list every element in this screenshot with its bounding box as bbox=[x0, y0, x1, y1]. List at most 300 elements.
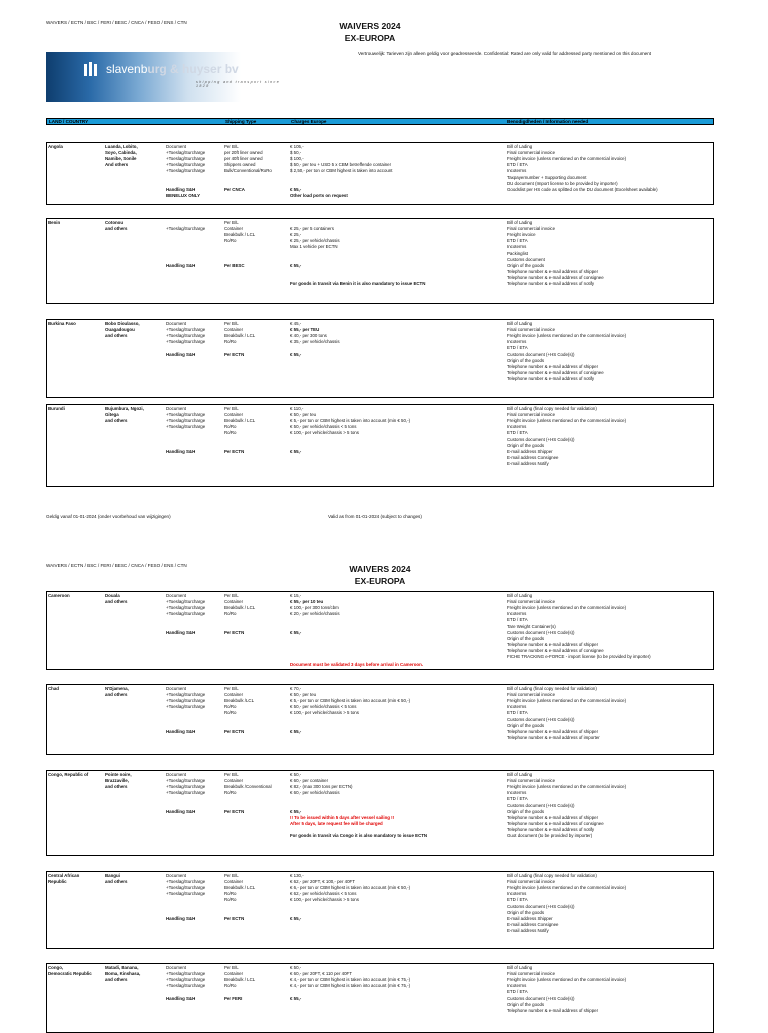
charge-basis: Per B/L bbox=[224, 220, 239, 225]
info-needed: Incoterms bbox=[507, 168, 527, 174]
port-name: and others bbox=[105, 692, 128, 698]
charge-value: € 100,- per vehicle/chassis > 5 tons bbox=[290, 430, 359, 436]
charge-value: € 25,- per vehicle/chassis bbox=[290, 238, 340, 244]
charge-basis: Per B/L bbox=[224, 321, 239, 326]
charge-basis: Ro/Ro bbox=[224, 983, 237, 989]
charge-value: € 55,- bbox=[290, 915, 302, 921]
shipping-type: Handling S&H bbox=[166, 186, 196, 192]
country-block bbox=[46, 770, 714, 856]
info-needed: Final commercial invoice bbox=[507, 150, 556, 156]
info-needed: Freight invoice (unless mentioned on the commercial invoice) bbox=[507, 156, 627, 162]
country-block bbox=[46, 404, 714, 487]
charge-value: € 15,- bbox=[290, 593, 302, 598]
info-needed: ETD / ETA bbox=[507, 345, 528, 351]
info-needed: Bill of Lading bbox=[507, 593, 533, 598]
logo-tagline: shipping and transport since 1828 bbox=[196, 80, 281, 88]
info-needed: Telephone number & e-mail address of shipper bbox=[507, 363, 599, 369]
info-needed: ETD / ETA bbox=[507, 710, 528, 716]
charge-basis: Ro/Ro bbox=[224, 611, 237, 617]
port-name: Luanda, Lobito, bbox=[105, 144, 138, 149]
country-block bbox=[46, 871, 714, 949]
charge-basis: Per ECTN bbox=[224, 915, 245, 921]
info-needed: FICHE TRACKING e-FORCE - import license (to be provided by importer) bbox=[507, 654, 651, 659]
charge-basis: Breakbulk / LCL bbox=[224, 605, 256, 611]
info-needed: Incoterms bbox=[507, 424, 527, 430]
shipping-type: +Toeslag/Surcharge bbox=[166, 885, 206, 891]
country-name: Congo, Republic of bbox=[48, 772, 89, 777]
shipping-type: Document bbox=[166, 965, 187, 970]
charge-value: € 55,- bbox=[290, 186, 302, 192]
info-needed: Incoterms bbox=[507, 704, 527, 710]
info-needed: Telephone number & e-mail address of consignee bbox=[507, 369, 604, 375]
shipping-type: +Toeslag/Surcharge bbox=[166, 412, 206, 418]
charge-basis: Per B/L bbox=[224, 406, 239, 411]
shipping-type: +Toeslag/Surcharge bbox=[166, 156, 206, 162]
info-needed: ETD / ETA bbox=[507, 796, 528, 802]
info-needed: Freight invoice (unless mentioned on the commercial invoice) bbox=[507, 784, 627, 790]
shipping-type: Handling S&H bbox=[166, 808, 196, 814]
info-needed: Bill of Lading bbox=[507, 144, 533, 149]
charge-value: € 4,- per ton or CBM highest is taken into account (min € 75,-) bbox=[290, 983, 411, 989]
shipping-type: +Toeslag/Surcharge bbox=[166, 778, 206, 784]
footer-valid-en: Valid as from 01-01-2024 (subject to changes) bbox=[328, 514, 422, 519]
shipping-type: +Toeslag/Surcharge bbox=[166, 971, 206, 977]
charge-value: € 55,- bbox=[290, 808, 302, 814]
charge-basis: Ro/Ro bbox=[224, 891, 237, 897]
charge-value: € 70,- bbox=[290, 686, 302, 691]
port-name: and others bbox=[105, 784, 128, 790]
charge-basis: Per B/L bbox=[224, 965, 239, 970]
info-needed: Freight invoice (unless mentioned on the commercial invoice) bbox=[507, 885, 627, 891]
doc-subtitle: EX-EUROPA bbox=[344, 33, 396, 43]
info-needed: E-mail address Notify bbox=[507, 927, 549, 933]
charge-value: € 60,- per 20FT, € 110 per 40FT bbox=[290, 971, 352, 977]
port-name: and others bbox=[105, 977, 128, 983]
charge-basis: Ro/Ro bbox=[224, 790, 237, 796]
shipping-type: +Toeslag/Surcharge bbox=[166, 784, 206, 790]
doc-subtitle-2: EX-EUROPA bbox=[354, 576, 406, 586]
charge-value: € 40,- per 300 tons bbox=[290, 333, 327, 339]
shipping-type: Document bbox=[166, 593, 187, 598]
info-needed: ETD / ETA bbox=[507, 989, 528, 995]
charge-value: € 50,- bbox=[290, 965, 302, 970]
info-needed: Packinglist bbox=[507, 250, 528, 256]
port-name: Gitega bbox=[105, 412, 119, 418]
info-needed: DU document (Import license to be provided by importer) bbox=[507, 180, 618, 186]
late-fee-warning: !! To be issued within 5 days after vessel sailing !! bbox=[290, 814, 395, 820]
info-needed: Final commercial invoice bbox=[507, 599, 556, 605]
info-needed: ETD / ETA bbox=[507, 430, 528, 436]
charge-basis: per 40ft liner owned bbox=[224, 156, 263, 162]
info-needed: Incoterms bbox=[507, 244, 527, 250]
company-logo bbox=[46, 52, 290, 102]
charge-value: Other load ports on request bbox=[290, 192, 348, 198]
port-name: and others bbox=[105, 333, 128, 339]
info-needed: Customs document (+HS Code(s)) bbox=[507, 351, 575, 357]
charge-basis: Ro/Ro bbox=[224, 424, 237, 430]
charge-basis: Per ECTN bbox=[224, 351, 245, 357]
shipping-type: +Toeslag/Surcharge bbox=[166, 162, 206, 168]
charge-basis: Breakbulk / LCL bbox=[224, 232, 256, 238]
info-needed: E-mail address Consignee bbox=[507, 921, 559, 927]
info-needed: Bill of Lading (final copy needed for validation) bbox=[507, 873, 597, 878]
charge-basis: Breakbulk / LCL bbox=[224, 885, 256, 891]
charge-value: € 100,- per vehicle/chassis > 5 tons bbox=[290, 710, 359, 716]
info-needed: Final commercial invoice bbox=[507, 412, 556, 418]
port-name: Bangui bbox=[105, 873, 120, 878]
info-needed: Incoterms bbox=[507, 339, 527, 345]
port-name: and others bbox=[105, 226, 128, 232]
info-needed: Customs document (+HS Code(s)) bbox=[507, 903, 575, 909]
charge-value: € 55,- bbox=[290, 262, 302, 268]
country-name: Benin bbox=[48, 220, 61, 225]
port-name: Pointe noire, bbox=[105, 772, 132, 777]
col-shipping: Shipping Type bbox=[225, 119, 257, 124]
shipping-type: +Toeslag/Surcharge bbox=[166, 168, 206, 174]
info-needed: Final commercial invoice bbox=[507, 692, 556, 698]
port-name: and others bbox=[105, 418, 128, 424]
charge-basis: Container bbox=[224, 971, 244, 977]
charge-value: $ 2,50,- per ton or CBM highest is taken into account bbox=[290, 168, 393, 174]
charge-value: € 62,- per 20FT, € 100,- per 40FT bbox=[290, 879, 355, 885]
shipping-type: BENELUX ONLY bbox=[166, 192, 200, 198]
shipping-type: +Toeslag/Surcharge bbox=[166, 339, 206, 345]
logo-wordmark-2: urg & huyser bv bbox=[147, 62, 239, 76]
logo-wordmark-1: slavenb bbox=[106, 62, 148, 76]
doc-title: WAIVERS 2024 bbox=[339, 21, 401, 31]
charge-basis: Per B/L bbox=[224, 144, 239, 149]
info-needed: Bill of Lading bbox=[507, 772, 533, 777]
country-name: Central African bbox=[48, 873, 80, 878]
charge-basis: Breakbulk / LCL bbox=[224, 418, 256, 424]
info-needed: Bill of Lading (final copy needed for validation) bbox=[507, 406, 597, 411]
country-name: Republic bbox=[48, 879, 67, 885]
port-name: Soyo, Cabinda, bbox=[105, 150, 137, 156]
charge-basis: Shippers owned bbox=[224, 162, 256, 168]
info-needed: Telephone number & e-mail address of notify bbox=[507, 281, 595, 286]
info-needed: Final commercial invoice bbox=[507, 778, 556, 784]
info-needed: Telephone number & e-mail address of shipper bbox=[507, 728, 599, 734]
charge-basis: Container bbox=[224, 879, 244, 885]
shipping-type: Document bbox=[166, 873, 187, 878]
column-header-bar bbox=[46, 118, 714, 125]
info-needed: Telephone number & e-mail address of consignee bbox=[507, 647, 604, 653]
charge-basis: Container bbox=[224, 412, 244, 418]
validation-warning: Document must be validated 3 days before arrival in Cameroon. bbox=[290, 662, 423, 667]
info-needed: Incoterms bbox=[507, 891, 527, 897]
country-block bbox=[46, 218, 714, 304]
charge-value: € 25,- per 5 containers bbox=[290, 226, 334, 232]
doc-header-codes: WAIVERS / ECTN / BSC / FERI / BESC / CNCA / FESO / ENS / CTN bbox=[46, 20, 187, 25]
info-needed: Freight invoice (unless mentioned on the commercial invoice) bbox=[507, 977, 627, 983]
info-needed: Freight invoice (unless mentioned on the commercial invoice) bbox=[507, 333, 627, 339]
info-needed: Final commercial invoice bbox=[507, 971, 556, 977]
shipping-type: +Toeslag/Surcharge bbox=[166, 891, 206, 897]
country-block bbox=[46, 319, 714, 398]
info-needed: Customs document (+HS Code(s)) bbox=[507, 436, 575, 442]
charge-value: € 82,- (max 300 tons per ECTN) bbox=[290, 784, 353, 790]
info-needed: E-mail address Notify bbox=[507, 460, 549, 466]
shipping-type: +Toeslag/Surcharge bbox=[166, 790, 206, 796]
info-needed: Customs document (+HS Code(s)) bbox=[507, 629, 575, 635]
charge-value: € 55,- bbox=[290, 728, 302, 734]
port-name: And others bbox=[105, 162, 129, 168]
doc-title-2: WAIVERS 2024 bbox=[349, 564, 411, 574]
charge-value: € 50,- per teu bbox=[290, 692, 317, 698]
charge-basis: Bulk/Conventional/RoRo bbox=[224, 168, 272, 174]
late-fee-warning: After 5 days, late request fee will be charged bbox=[290, 820, 383, 826]
charge-basis: Container bbox=[224, 226, 244, 232]
charge-value: € 50,- per vehicle/chassis < 5 tons bbox=[290, 424, 357, 430]
charge-basis: Breakbulk / LCL bbox=[224, 977, 256, 983]
charge-value: € 50,- per teu bbox=[290, 412, 317, 418]
charge-value: € 50,- per vehicle/chassis < 5 tons bbox=[290, 704, 357, 710]
info-needed: Incoterms bbox=[507, 611, 527, 617]
footer-valid-nl: Geldig vanaf 01-01-2024 (onder voorbehoud van wijzigingen) bbox=[46, 514, 171, 519]
charge-basis: Per ECTN bbox=[224, 448, 245, 454]
info-needed: Bill of Lading bbox=[507, 965, 533, 970]
charge-value: € 25,- bbox=[290, 232, 302, 238]
info-needed: E-mail address Shipper bbox=[507, 915, 553, 921]
charge-basis: Ro/Ro bbox=[224, 238, 237, 244]
info-needed: Origin of the goods bbox=[507, 262, 545, 268]
port-name: Cotonou bbox=[105, 220, 124, 225]
info-needed: Freight invoice (unless mentioned on the commercial invoice) bbox=[507, 418, 627, 424]
info-needed: ETD / ETA bbox=[507, 162, 528, 168]
info-needed: Telephone number & e-mail address of notify bbox=[507, 826, 595, 832]
charge-value: € 6,- per ton or CBM highest is taken into account (min € 50,-) bbox=[290, 885, 411, 891]
info-needed: Origin of the goods bbox=[507, 808, 545, 814]
port-name: and others bbox=[105, 599, 128, 605]
charge-value: € 5,- per ton or CBM highest is taken into account (min € 50,-) bbox=[290, 698, 411, 704]
info-needed: Bill of Lading (final copy needed for validation) bbox=[507, 686, 597, 691]
charge-value: € 35,- per vehicle/chassis bbox=[290, 339, 340, 345]
port-name: Namibe, Sonile bbox=[105, 156, 137, 162]
charge-value: Max 1 vehicle per ECTN bbox=[290, 244, 338, 250]
charge-value: $ 50,- per teu + USD 5 x CBM betreffende container bbox=[290, 162, 392, 168]
country-block bbox=[46, 142, 714, 205]
charge-value: $ 100,- bbox=[290, 156, 304, 162]
doc-header-codes-2: WAIVERS / ECTN / BSC / FERI / BESC / CNCA / FESO / ENS / CTN bbox=[46, 563, 187, 568]
shipping-type: +Toeslag/Surcharge bbox=[166, 977, 206, 983]
shipping-type: Handling S&H bbox=[166, 629, 196, 635]
info-needed: Origin of the goods bbox=[507, 357, 545, 363]
country-name: Burundi bbox=[48, 406, 65, 411]
charge-basis: Ro/Ro bbox=[224, 704, 237, 710]
country-name: Congo, bbox=[48, 965, 64, 970]
charge-basis: Breakbulk /Conventional bbox=[224, 784, 272, 790]
info-needed: Telephone number & e-mail address of shipper bbox=[507, 814, 599, 820]
shipping-type: Document bbox=[166, 686, 187, 691]
charge-basis: Per BESC bbox=[224, 262, 245, 268]
info-needed: Taxpayernumber + Supporting document bbox=[507, 174, 587, 180]
charge-value: € 20,- per vehicle/chassis bbox=[290, 611, 340, 617]
info-needed: ETD / ETA bbox=[507, 238, 528, 244]
info-needed: Customs document (+HS Code(s)) bbox=[507, 716, 575, 722]
info-needed: Origin of the goods bbox=[507, 442, 545, 448]
charge-basis: Breakbulk /LCL bbox=[224, 698, 255, 704]
info-needed: Telephone number & e-mail address of shipper bbox=[507, 268, 599, 274]
charge-value: € 45,- bbox=[290, 321, 302, 326]
shipping-type: +Toeslag/Surcharge bbox=[166, 605, 206, 611]
port-name: Bobo Dioulasso, bbox=[105, 321, 140, 326]
shipping-type: Handling S&H bbox=[166, 995, 196, 1001]
shipping-type: +Toeslag/Surcharge bbox=[166, 611, 206, 617]
charge-basis: Per ECTN bbox=[224, 629, 245, 635]
country-name: Burkina Faso bbox=[48, 321, 76, 326]
charge-value: € 4,- per ton or CBM highest is taken into account (min € 75,-) bbox=[290, 977, 411, 983]
charge-basis: Per B/L bbox=[224, 772, 239, 777]
shipping-type: Handling S&H bbox=[166, 351, 196, 357]
charge-value: € 60,- per vehicle/chassis bbox=[290, 790, 340, 796]
logo-mark-icon bbox=[84, 62, 102, 78]
shipping-type: +Toeslag/Surcharge bbox=[166, 418, 206, 424]
info-needed: Origin of the goods bbox=[507, 635, 545, 641]
info-needed: Incoterms bbox=[507, 790, 527, 796]
country-name: Angola bbox=[48, 144, 63, 149]
charge-basis: Container bbox=[224, 692, 244, 698]
charge-basis: Ro/Ro bbox=[224, 339, 237, 345]
charge-value: € 62,- per vehicle/chassis < 5 tons bbox=[290, 891, 357, 897]
shipping-type: Handling S&H bbox=[166, 915, 196, 921]
port-name: Brazzaville, bbox=[105, 778, 129, 784]
charge-value: € 100,- per vehicle/chassis > 5 tons bbox=[290, 897, 359, 903]
col-needed: Benodigdheden / Information needed bbox=[507, 119, 589, 124]
info-needed: Bill of Lading bbox=[507, 220, 533, 225]
port-name: Bujumbura, Ngozi, bbox=[105, 406, 144, 411]
charge-value: € 105,- bbox=[290, 144, 304, 149]
info-needed: Goodslist per HS code as splitted on the DU document (Excelsheet available) bbox=[507, 186, 658, 192]
info-needed: Guot document (to be provided by importer) bbox=[507, 833, 593, 838]
charge-basis: Ro/Ro bbox=[224, 430, 237, 436]
port-name: and others bbox=[105, 879, 128, 885]
shipping-type: +Toeslag/Surcharge bbox=[166, 150, 206, 156]
shipping-type: Handling S&H bbox=[166, 448, 196, 454]
charge-basis: Per B/L bbox=[224, 873, 239, 878]
charge-value: € 55,- bbox=[290, 629, 302, 635]
charge-value: € 50,- bbox=[290, 772, 302, 777]
info-needed: Telephone number & e-mail address of consignee bbox=[507, 274, 604, 280]
info-needed: Incoterms bbox=[507, 983, 527, 989]
charge-basis: Per CNCA bbox=[224, 186, 245, 192]
charge-value: € 100,- per 300 tons/cbm bbox=[290, 605, 339, 611]
shipping-type: +Toeslag/Surcharge bbox=[166, 424, 206, 430]
charge-basis: Container bbox=[224, 599, 244, 605]
info-needed: ETD / ETA bbox=[507, 617, 528, 623]
info-needed: Telephone number & e-mail address of shipper bbox=[507, 641, 599, 647]
info-needed: E-mail address Consignee bbox=[507, 454, 559, 460]
country-name: Cameroon bbox=[48, 593, 70, 598]
info-needed: Final commercial invoice bbox=[507, 879, 556, 885]
port-name: Douala bbox=[105, 593, 120, 598]
port-name: Matadi, Banana, bbox=[105, 965, 139, 970]
info-needed: Customs document (+HS Code(s)) bbox=[507, 995, 575, 1001]
charge-value: € 110,- bbox=[290, 406, 304, 411]
info-needed: Origin of the goods bbox=[507, 909, 545, 915]
info-needed: Telephone number & e-mail address of shipper bbox=[507, 1007, 599, 1013]
charge-basis: Per FERI bbox=[224, 995, 243, 1001]
shipping-type: +Toeslag/Surcharge bbox=[166, 698, 206, 704]
country-name: Democratic Republic bbox=[48, 971, 92, 977]
shipping-type: Handling S&H bbox=[166, 728, 196, 734]
charge-basis: Container bbox=[224, 327, 244, 333]
charge-value: € 55,- per TEU bbox=[290, 327, 320, 333]
confidential-notice: Vertrouwelijk: Tarieven zijn alleen geldig voor geadresseerde. Confidential: Rated are only valid for addressed party mentioned on this document bbox=[358, 51, 652, 56]
charge-basis: Per B/L bbox=[224, 686, 239, 691]
info-needed: Origin of the goods bbox=[507, 1001, 545, 1007]
shipping-type: Document bbox=[166, 406, 187, 411]
info-needed: Customs document bbox=[507, 256, 545, 262]
charge-value: € 130,- bbox=[290, 873, 304, 878]
charge-value: € 55,- per 10 teu bbox=[290, 599, 324, 605]
charge-basis: Per B/L bbox=[224, 593, 239, 598]
charge-value: € 55,- bbox=[290, 448, 302, 454]
charge-value: $ 50,- bbox=[290, 150, 302, 156]
col-charges: Charges Europe bbox=[291, 119, 327, 124]
info-needed: Tare Weight Container(s) bbox=[507, 623, 556, 629]
charge-basis: Per ECTN bbox=[224, 808, 245, 814]
shipping-type: +Toeslag/Surcharge bbox=[166, 983, 206, 989]
shipping-type: +Toeslag/Surcharge bbox=[166, 226, 206, 232]
shipping-type: +Toeslag/Surcharge bbox=[166, 327, 206, 333]
info-needed: Customs document (+HS Code(s)) bbox=[507, 802, 575, 808]
info-needed: E-mail address Shipper bbox=[507, 448, 553, 454]
info-needed: Origin of the goods bbox=[507, 722, 545, 728]
shipping-type: +Toeslag/Surcharge bbox=[166, 692, 206, 698]
port-name: N'Djamena, bbox=[105, 686, 129, 691]
info-needed: Telephone number & e-mail address of notify bbox=[507, 375, 595, 381]
charge-basis: Ro/Ro bbox=[224, 710, 237, 716]
info-needed: Telephone number & e-mail address of importer bbox=[507, 734, 600, 740]
shipping-type: Handling S&H bbox=[166, 262, 196, 268]
charge-basis: Ro/Ro bbox=[224, 897, 237, 903]
charge-value: € 55,- bbox=[290, 995, 302, 1001]
shipping-type: Document bbox=[166, 321, 187, 326]
info-needed: Freight invoice bbox=[507, 232, 536, 238]
charge-value: € 55,- bbox=[290, 351, 302, 357]
shipping-type: Document bbox=[166, 772, 187, 777]
charge-value: € 60,- per container bbox=[290, 778, 329, 784]
info-needed: Freight invoice (unless mentioned on the commercial invoice) bbox=[507, 698, 627, 704]
port-name: Boma, Kinshasa, bbox=[105, 971, 141, 977]
shipping-type: +Toeslag/Surcharge bbox=[166, 599, 206, 605]
col-land: LAND / COUNTRY bbox=[49, 119, 89, 124]
shipping-type: Document bbox=[166, 144, 187, 149]
transit-note: For goods in transit via Congo it is also mandatory to issue ECTN bbox=[290, 833, 428, 838]
logo-wordmark bbox=[106, 62, 239, 76]
shipping-type: +Toeslag/Surcharge bbox=[166, 704, 206, 710]
charge-value: € 5,- per ton or CBM highest is taken into account (min € 50,-) bbox=[290, 418, 411, 424]
info-needed: Telephone number & e-mail address of consignee bbox=[507, 820, 604, 826]
charge-basis: Container bbox=[224, 778, 244, 784]
country-block bbox=[46, 963, 714, 1033]
info-needed: Bill of Lading bbox=[507, 321, 533, 326]
info-needed: Final commercial invoice bbox=[507, 327, 556, 333]
charge-basis: per 20ft liner owned bbox=[224, 150, 263, 156]
info-needed: Final commercial invoice bbox=[507, 226, 556, 232]
info-needed: ETD / ETA bbox=[507, 897, 528, 903]
shipping-type: +Toeslag/Surcharge bbox=[166, 879, 206, 885]
charge-value: For goods in transit via Benin it is also mandatory to issue ECTN bbox=[290, 281, 426, 286]
info-needed: Freight invoice (unless mentioned on the commercial invoice) bbox=[507, 605, 627, 611]
country-block bbox=[46, 684, 714, 755]
country-name: Chad bbox=[48, 686, 59, 691]
port-name: Ouagadougou bbox=[105, 327, 135, 333]
country-block bbox=[46, 591, 714, 670]
charge-basis: Breakbulk / LCL bbox=[224, 333, 256, 339]
charge-basis: Per ECTN bbox=[224, 728, 245, 734]
shipping-type: +Toeslag/Surcharge bbox=[166, 333, 206, 339]
